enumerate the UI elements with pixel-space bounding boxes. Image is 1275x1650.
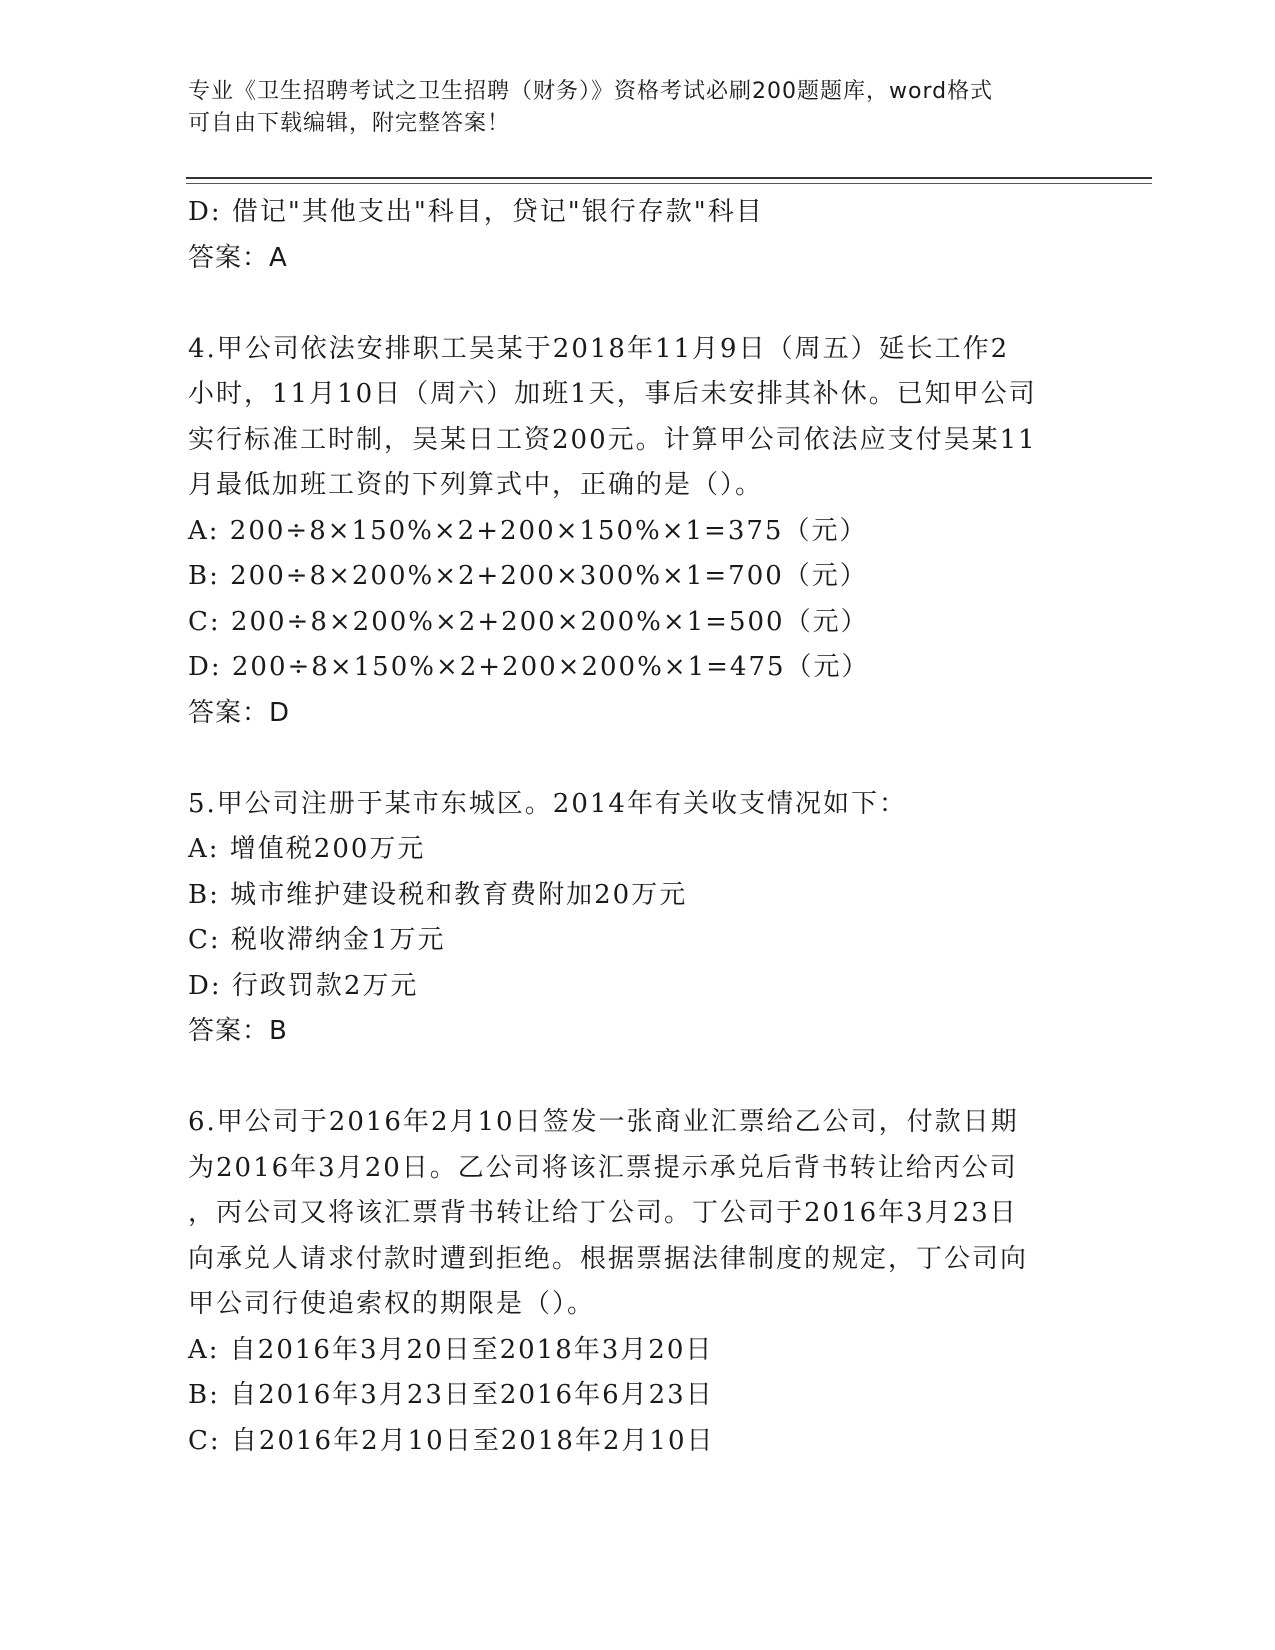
header-line-2: 可自由下载编辑，附完整答案！ — [188, 111, 511, 136]
header-divider-thick — [186, 177, 1152, 179]
question-4-stem-line: 月最低加班工资的下列算式中，正确的是（）。 — [188, 470, 764, 500]
question-6-stem-line: 6.甲公司于2016年2月10日签发一张商业汇票给乙公司，付款日期 — [188, 1107, 1019, 1137]
question-6-stem-line: 为2016年3月20日。乙公司将该汇票提示承兑后背书转让给丙公司 — [188, 1152, 1018, 1183]
question-5-stem-line: 5.甲公司注册于某市东城区。2014年有关收支情况如下： — [188, 788, 907, 819]
question-4 — [188, 327, 1088, 737]
question-5-option-d: D: 行政罚款2万元 — [188, 970, 419, 1001]
question-5-option-a: A: 增值税200万元 — [188, 834, 426, 864]
question-content — [188, 190, 1088, 1464]
question-4-option-a: A: 200÷8×150%×2+200×150%×1=375（元） — [188, 515, 868, 546]
question-6-option-b: B: 自2016年3月23日至2016年6月23日 — [188, 1380, 714, 1410]
spacer — [188, 1055, 1088, 1101]
question-6-option-a: A: 自2016年3月20日至2018年3月20日 — [188, 1334, 714, 1365]
header-divider-thin — [186, 183, 1152, 184]
question-5 — [188, 782, 1088, 1055]
question-5-answer: 答案：B — [188, 1016, 288, 1046]
question-4-stem-line: 实行标准工时制，吴某日工资200元。计算甲公司依法应支付吴某11 — [188, 424, 1037, 455]
question-6-stem-line: ，丙公司又将该汇票背书转让给丁公司。丁公司于2016年3月23日 — [188, 1198, 1018, 1228]
question-6 — [188, 1100, 1088, 1464]
question-6-option-c: C: 自2016年2月10日至2018年2月10日 — [188, 1425, 715, 1456]
question-4-answer: 答案：D — [188, 697, 291, 728]
question-6-stem-line: 甲公司行使追索权的期限是（）。 — [188, 1289, 596, 1319]
header-line-1: 专业《卫生招聘考试之卫生招聘（财务）》资格考试必刷200题题库，word格式 — [188, 79, 994, 104]
spacer — [188, 281, 1088, 327]
question-3-tail — [188, 190, 1088, 281]
question-6-stem-line: 向承兑人请求付款时遭到拒绝。根据票据法律制度的规定，丁公司向 — [188, 1243, 1029, 1274]
question-3-option-d: D: 借记"其他支出"科目，贷记"银行存款"科目 — [188, 197, 764, 227]
question-4-stem-line: 小时，11月10日（周六）加班1天，事后未安排其补休。已知甲公司 — [188, 379, 1037, 409]
spacer — [188, 736, 1088, 782]
document-header — [188, 76, 1068, 140]
question-5-option-b: B: 城市维护建设税和教育费附加20万元 — [188, 879, 688, 910]
question-4-option-b: B: 200÷8×200%×2+200×300%×1=700（元） — [188, 561, 868, 591]
question-5-option-c: C: 税收滞纳金1万元 — [188, 925, 446, 955]
question-3-answer: 答案：A — [188, 242, 288, 273]
question-4-stem-line: 4.甲公司依法安排职工吴某于2018年11月9日（周五）延长工作2 — [188, 333, 1010, 364]
question-4-option-d: D: 200÷8×150%×2+200×200%×1=475（元） — [188, 652, 870, 682]
question-4-option-c: C: 200÷8×200%×2+200×200%×1=500（元） — [188, 606, 869, 637]
